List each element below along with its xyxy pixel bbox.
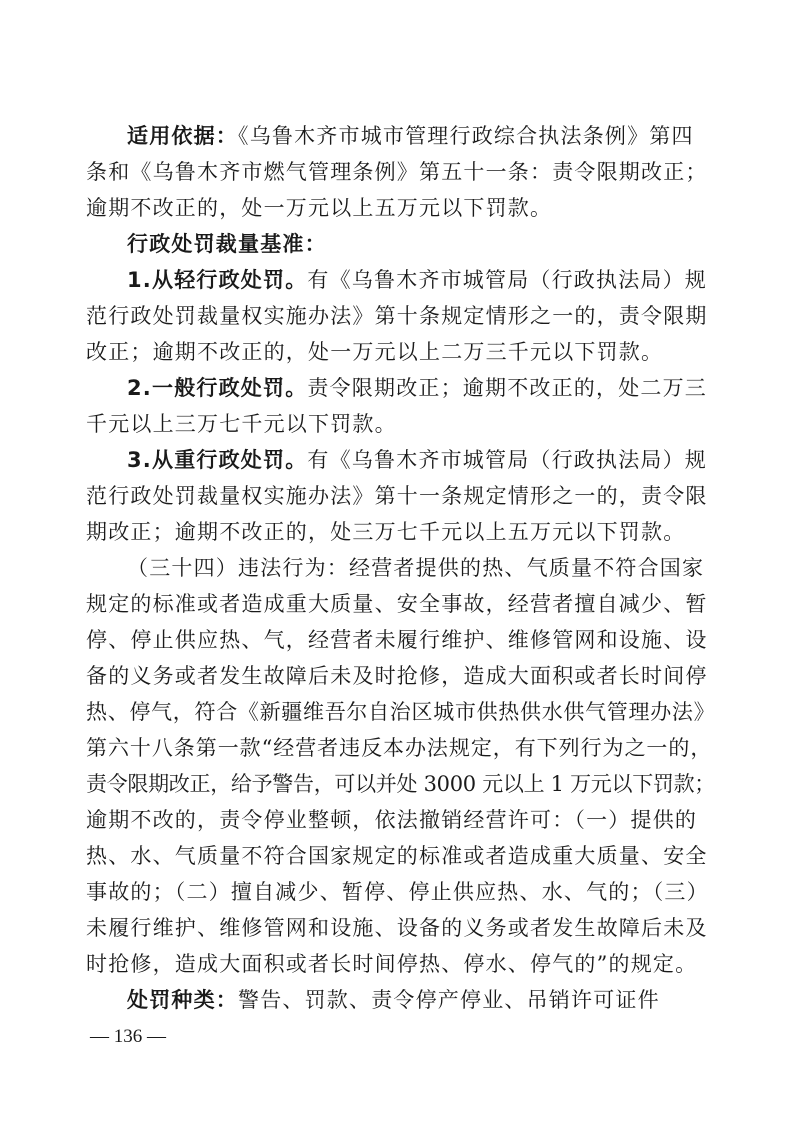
violation-line-5: 热、停气，符合《新疆维吾尔自治区城市供热供水供气管理办法》 [86, 700, 716, 724]
lenient-label: 1.从轻行政处罚。 [127, 268, 308, 292]
severe-line-3: 期改正；逾期不改正的，处三万七千元以上五万元以下罚款。 [86, 520, 686, 544]
penalty-types-label: 处罚种类： [127, 988, 238, 1012]
basis-text-1: 《乌鲁木齐市城市管理行政综合执法条例》第四 [238, 124, 694, 148]
violation-line-4: 备的义务或者发生故障后未及时抢修，造成大面积或者长时间停 [86, 664, 708, 688]
violation-line-9: 热、水、气质量不符合国家规定的标准或者造成重大质量、安全 [86, 844, 708, 868]
violation-line-10: 事故的；（二）擅自减少、暂停、停止供应热、水、气的；（三） [86, 880, 709, 904]
severe-line-2: 范行政处罚裁量权实施办法》第十一条规定情形之一的，责令限 [86, 484, 708, 508]
general-line-2: 千元以上三万七千元以下罚款。 [86, 412, 397, 436]
violation-line-7: 责令限期改正，给予警告，可以并处 3000 元以上 1 万元以下罚款； [86, 772, 716, 796]
basis-line-3: 逾期不改正的，处一万元以上五万元以下罚款。 [86, 196, 553, 220]
violation-line-2: 规定的标准或者造成重大质量、安全事故，经营者擅自减少、暂 [86, 592, 708, 616]
severe-text-1: 有《乌鲁木齐市城管局（行政执法局）规 [307, 448, 707, 472]
violation-line-1: （三十四）违法行为：经营者提供的热、气质量不符合国家 [127, 556, 705, 580]
penalty-types-line [127, 977, 660, 1023]
general-text-1: 责令限期改正；逾期不改正的，处二万三 [307, 376, 707, 400]
page-number: — 136 — [90, 1026, 166, 1047]
basis-label: 适用依据： [127, 124, 238, 148]
penalty-types-text: 警告、罚款、责令停产停业、吊销许可证件 [238, 988, 660, 1012]
discretion-heading: 行政处罚裁量基准： [127, 232, 327, 256]
violation-line-8: 逾期不改的，责令停业整顿，依法撤销经营许可：（一）提供的 [86, 808, 698, 832]
lenient-line-3: 改正；逾期不改正的，处一万元以上二万三千元以下罚款。 [86, 340, 664, 364]
violation-line-12: 时抢修，造成大面积或者长时间停热、停水、停气的”的规定。 [86, 952, 698, 976]
severe-label: 3.从重行政处罚。 [127, 448, 308, 472]
violation-line-6: 第六十八条第一款“经营者违反本办法规定，有下列行为之一的， [86, 736, 713, 760]
violation-line-3: 停、停止供应热、气，经营者未履行维护、维修管网和设施、设 [86, 628, 708, 652]
violation-line-11: 未履行维护、维修管网和设施、设备的义务或者发生故障后未及 [86, 916, 708, 940]
lenient-text-1: 有《乌鲁木齐市城管局（行政执法局）规 [307, 268, 707, 292]
basis-line-2: 条和《乌鲁木齐市燃气管理条例》第五十一条：责令限期改正； [86, 160, 708, 184]
lenient-line-2: 范行政处罚裁量权实施办法》第十条规定情形之一的，责令限期 [86, 304, 708, 328]
general-label: 2.一般行政处罚。 [127, 376, 308, 400]
